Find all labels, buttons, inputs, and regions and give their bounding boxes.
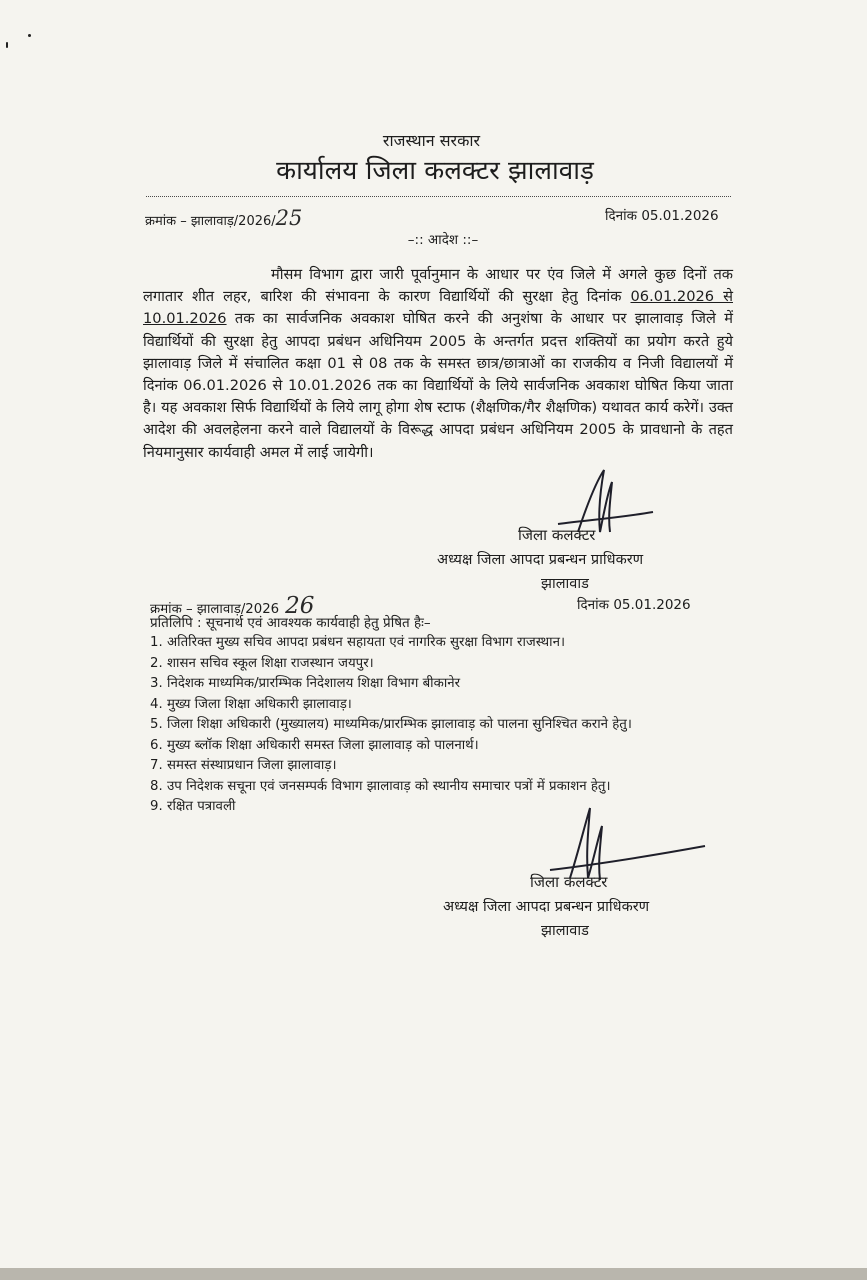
signatory-role-2: अध्यक्ष जिला आपदा प्रबन्धन प्राधिकरण: [443, 899, 650, 915]
recipient-text: मुख्य ब्लॉक शिक्षा अधिकारी समस्त जिला झालावाड़ को पालनार्थ।: [167, 737, 479, 753]
recipient-item: [150, 777, 735, 798]
recipient-text: रक्षित पत्रावली: [167, 799, 236, 814]
header-divider: [146, 196, 731, 197]
holiday-date-range: 06.01.2026 से 10.01.2026: [143, 288, 733, 328]
copy-ref-number: 26: [285, 593, 315, 619]
recipient-text: उप निदेशक सचूना एवं जनसम्पर्क विभाग झालावाड़ को स्थानीय समाचार पत्रों में प्रकाशन हेतु।: [167, 778, 611, 794]
signatory-place-1: झालावाड: [541, 576, 589, 592]
recipient-item: [150, 736, 735, 757]
copy-ref-text: क्रमांक – झालावाड़/2026: [150, 602, 280, 617]
order-body-paragraph: [143, 264, 733, 464]
order-ref-label: [145, 206, 302, 230]
recipient-text: अतिरिक्त मुख्य सचिव आपदा प्रबंधन सहायता एवं नागरिक सुरक्षा विभाग राजस्थान।: [167, 635, 566, 650]
recipient-item: [150, 695, 735, 716]
recipient-item: [150, 715, 735, 736]
recipient-list: [150, 633, 735, 818]
order-ref-text: क्रमांक – झालावाड़/2026/: [145, 214, 276, 229]
body-segment-1: मौसम विभाग द्वारा जारी पूर्वानुमान के आधार पर एंव जिले में अगले कुछ दिनों तक लगातार शीत लहर, बारिश की संभावना के कारण विद्यार्थियों की सुरक्षा हेतु दिनांक: [143, 266, 733, 306]
recipient-text: मुख्य जिला शिक्षा अधिकारी झालावाड़।: [167, 696, 352, 712]
copy-intro: प्रतिलिपि : सूचनार्थ एवं आवश्यक कार्यवाही हेतु प्रेषित हैः–: [150, 615, 431, 631]
scan-bottom-edge: [0, 1268, 867, 1280]
recipient-number: 8.: [150, 778, 163, 794]
signatory-role-1: अध्यक्ष जिला आपदा प्रबन्धन प्राधिकरण: [437, 552, 644, 568]
recipient-text: निदेशक माध्यमिक/प्रारम्भिक निदेशालय शिक्षा विभाग बीकानेर: [167, 676, 461, 691]
recipient-item: [150, 654, 735, 675]
recipient-text: जिला शिक्षा अधिकारी (मुख्यालय) माध्यमिक/प्रारम्भिक झालावाड़ को पालना सुनिश्चित कराने हेतु।: [167, 717, 632, 732]
scan-speck: [6, 42, 8, 48]
copy-date: दिनांक 05.01.2026: [577, 597, 691, 613]
order-ref-number: 25: [275, 206, 303, 230]
signatory-title-1: जिला कलक्टर: [518, 526, 596, 544]
recipient-text: समस्त संस्थाप्रधान जिला झालावाड़।: [167, 758, 337, 773]
recipient-item: [150, 633, 735, 654]
signatory-place-2: झालावाड: [541, 923, 589, 939]
order-body: [143, 264, 733, 464]
signatory-title-2: जिला कलक्टर: [530, 873, 608, 891]
recipient-number: 6.: [150, 737, 163, 753]
order-title: –:: आदेश ::–: [407, 232, 479, 248]
recipient-number: 7.: [150, 758, 163, 773]
office-heading: कार्यालय जिला कलक्टर झालावाड़: [276, 156, 594, 186]
recipient-item: [150, 674, 735, 695]
recipient-number: 4.: [150, 696, 163, 712]
recipient-number: 1.: [150, 635, 163, 650]
recipient-number: 2.: [150, 655, 163, 671]
recipient-number: 5.: [150, 717, 163, 732]
order-date: दिनांक 05.01.2026: [605, 208, 719, 224]
recipient-number: 3.: [150, 676, 163, 691]
government-heading: राजस्थान सरकार: [382, 131, 481, 150]
recipient-number: 9.: [150, 799, 163, 814]
scan-speck: [28, 34, 31, 37]
recipient-text: शासन सचिव स्कूल शिक्षा राजस्थान जयपुर।: [167, 655, 374, 671]
recipient-item: [150, 756, 735, 777]
body-segment-2: तक का सार्वजनिक अवकाश घोषित करने की अनुशंषा के आधार पर झालावाड़ जिले में विद्यार्थियों की सुरक्षा हेतु आपदा प्रबंधन अधिनियम 2005 के अन्तर्गत प्रदत्त शक्तियों का प्रयोग करते हुये झालावाड़ जिले में संचालित कक्षा 01 से 08 तक के समस्त छात्र/छात्राओं का राजकीय व निजी विद्यालयों में दिनांक 06.01.2026 से 10.01.2026 तक का विद्यार्थियों के लिये सार्वजनिक अवकाश घोषित किया जाता है। यह अवकाश सिर्फ विद्यार्थियों के लिये लागू होगा शेष स्टाफ (शैक्षणिक/गैर शैक्षणिक) यथावत कार्य करेगें। उक्त आदेश की अवलहेलना करने वाले विद्यालयों के विरूद्ध आपदा प्रबंधन अधिनियम 2005 के प्रावधानो के तहत नियमानुसार कार्यवाही अमल में लाई जायेगी।: [143, 310, 733, 461]
